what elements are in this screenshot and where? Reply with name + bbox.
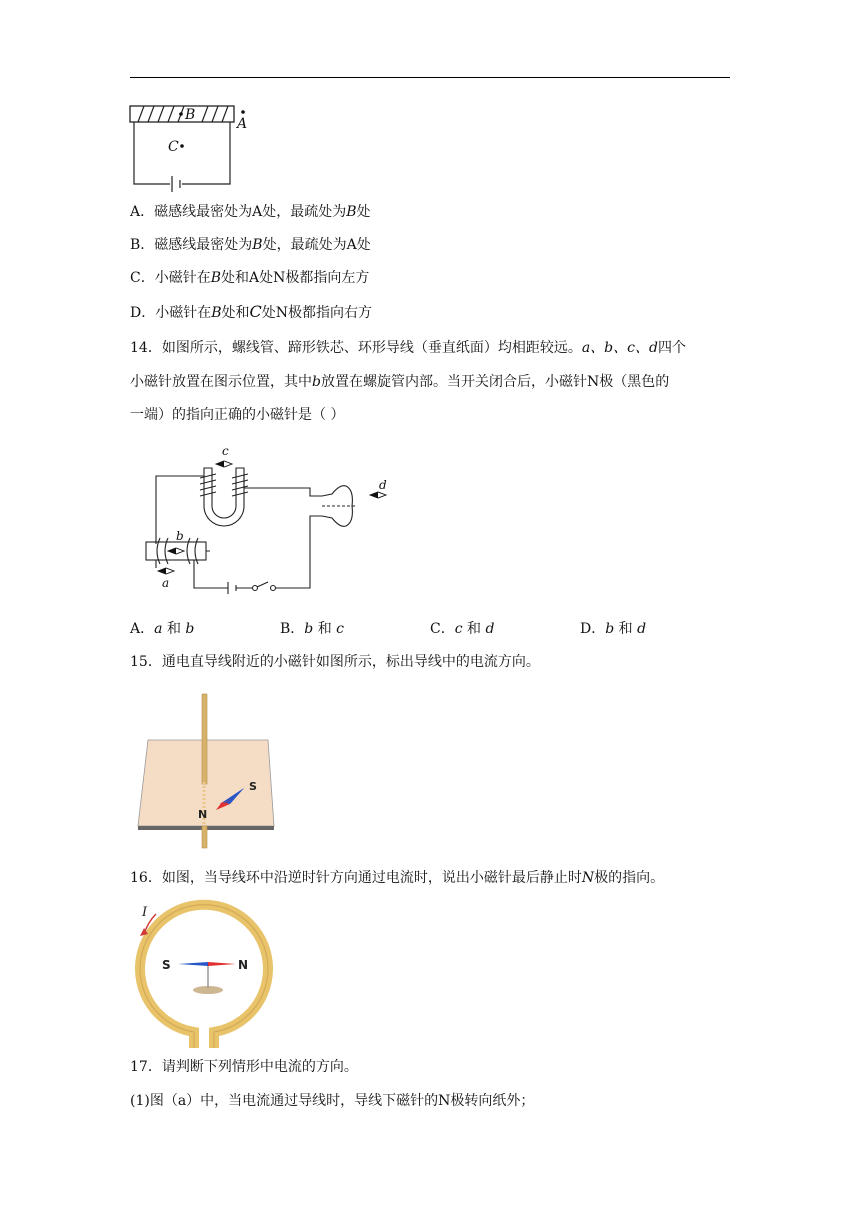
q14-option-a[interactable]: A．a 和 b [130, 621, 195, 637]
header-rule [130, 77, 730, 78]
label-S: S [249, 780, 257, 793]
label-c: c [222, 444, 229, 458]
q14-option-d[interactable]: D．b 和 d [580, 621, 647, 637]
q14-option-c[interactable]: C．c 和 d [430, 621, 495, 637]
compass-needle-ring [178, 962, 236, 966]
q16-stem: 16．如图，当导线环中沿逆时针方向通过电流时，说出小磁针最后静止时N极的指向。 [130, 870, 665, 886]
straight-wire [202, 694, 207, 784]
circuit-wire [134, 122, 230, 192]
q14-stem-line2: 小磁针放置在图示位置，其中b放置在螺旋管内部。当开关闭合后，小磁针N极（黑色的 [130, 374, 670, 390]
label-B: B [185, 107, 196, 123]
label-a: a [162, 576, 170, 590]
label-b: b [176, 529, 184, 543]
label-S-ring: S [162, 958, 171, 972]
q16-ring-figure [136, 900, 276, 1048]
q17-stem: 17．请判断下列情形中电流的方向。 [130, 1059, 358, 1075]
q15-stem: 15．通电直导线附近的小磁针如图所示，标出导线中的电流方向。 [130, 654, 540, 670]
label-I: I [142, 905, 148, 920]
q14-stem-line1: 14．如图所示，螺线管、蹄形铁芯、环形导线（垂直纸面）均相距较远。a、b、c、d四个 [130, 340, 686, 356]
label-A: A [237, 116, 248, 132]
label-C: C [168, 139, 179, 155]
label-d: d [379, 478, 387, 492]
q17-sub1: (1)图（a）中，当电流通过导线时，导线下磁针的N极转向纸外； [130, 1093, 535, 1109]
q13-option-a[interactable]: A．磁感线最密处为A处，最疏处为B处 [130, 204, 371, 220]
q15-wire-board-figure [136, 692, 281, 852]
q14-circuit-figure [140, 444, 400, 594]
q13-option-d[interactable]: D．小磁针在B处和C处N极都指向右方 [130, 302, 373, 321]
q13-solenoid-figure [124, 98, 264, 193]
q13-option-b[interactable]: B．磁感线最密处为B处，最疏处为A处 [130, 237, 371, 253]
wire-ring [140, 905, 268, 1048]
q14-option-b[interactable]: B．b 和 c [280, 621, 345, 637]
label-N: N [198, 808, 208, 821]
q13-option-c[interactable]: C．小磁针在B处和A处N极都指向左方 [130, 270, 370, 286]
label-N-ring: N [238, 958, 249, 972]
q14-stem-line3: 一端）的指向正确的小磁针是（ ） [130, 407, 345, 423]
